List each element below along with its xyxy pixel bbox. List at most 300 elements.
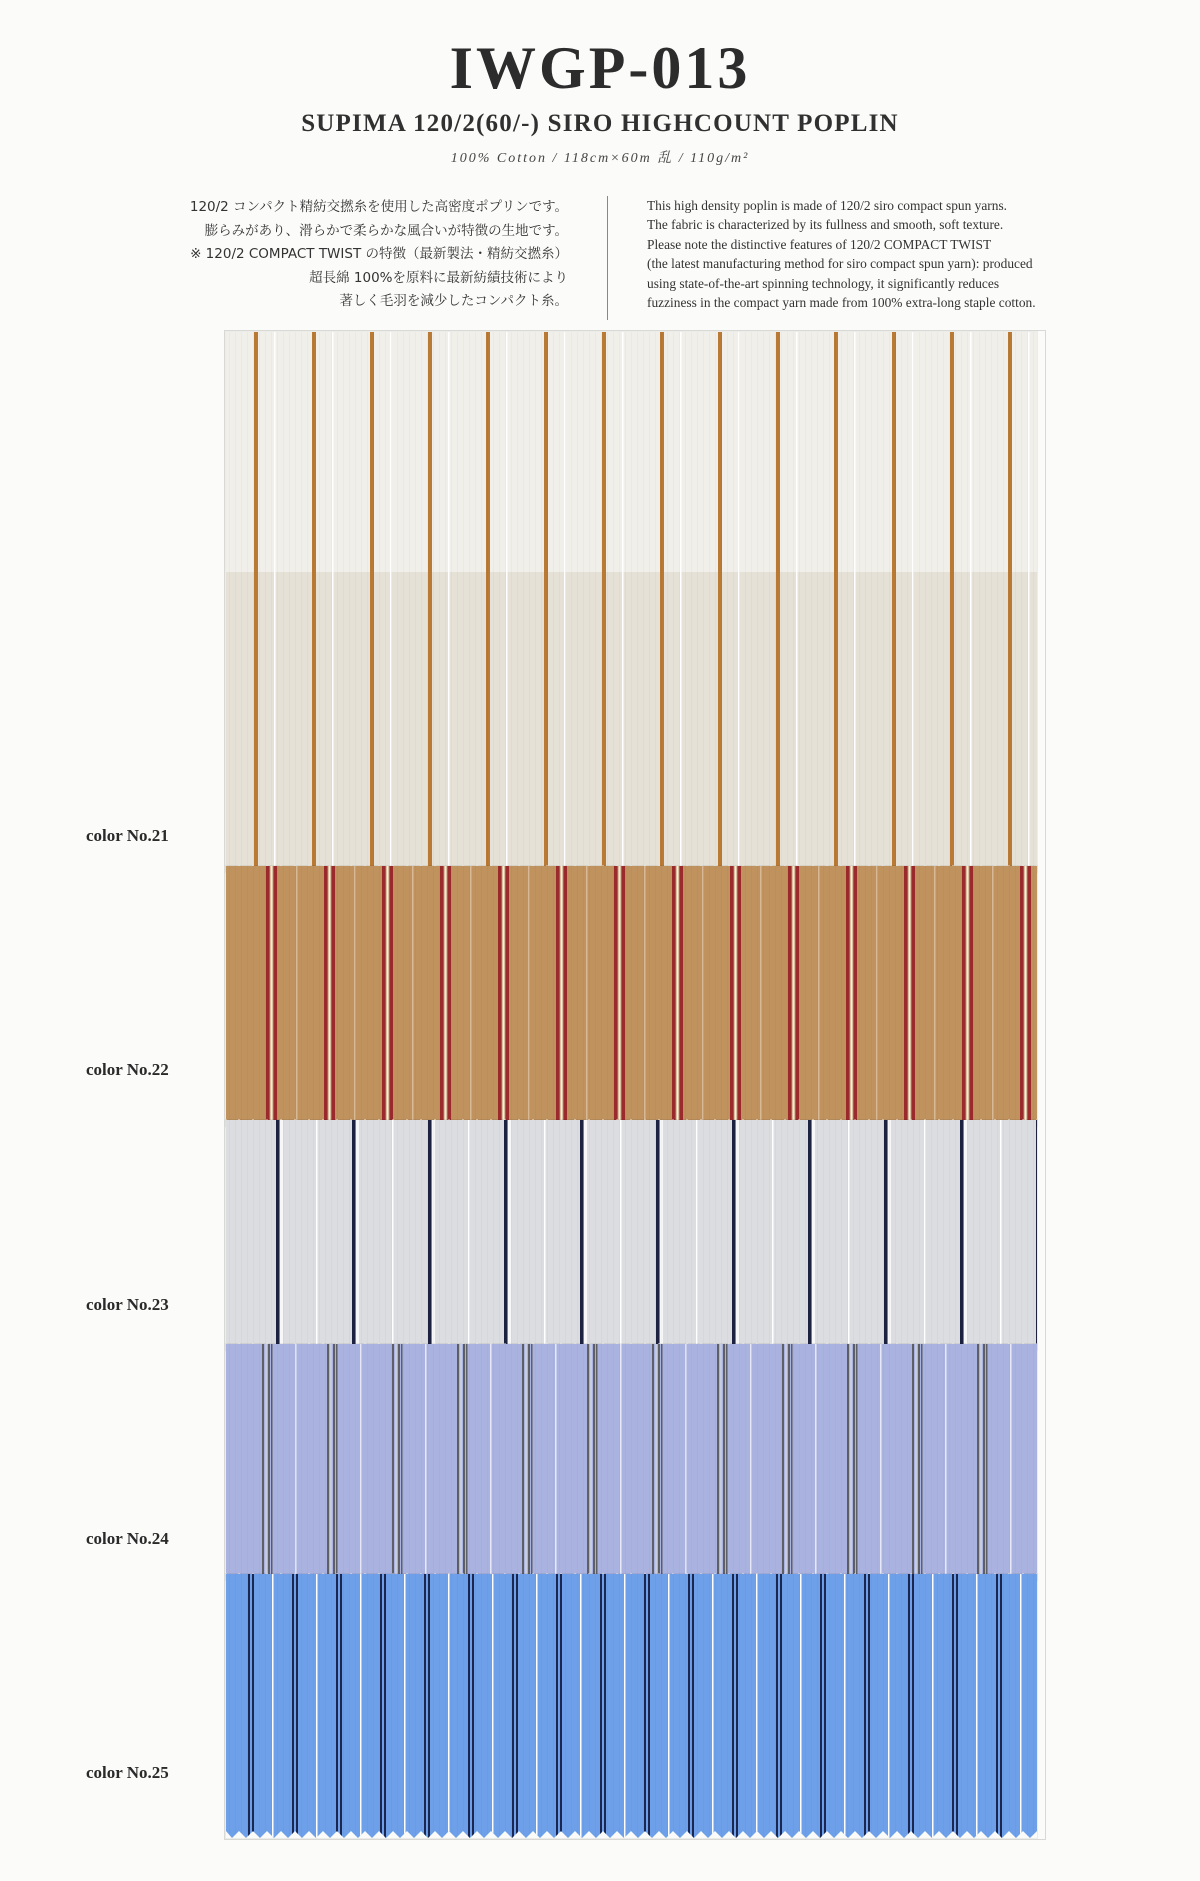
fabric-stripe bbox=[688, 1574, 690, 1838]
fabric-stripe bbox=[470, 866, 472, 1126]
fabric-stripe bbox=[851, 866, 853, 1126]
fabric-stripe bbox=[580, 1574, 582, 1838]
weave-texture bbox=[229, 1574, 230, 1838]
weave-texture bbox=[709, 866, 710, 1126]
weave-texture bbox=[979, 332, 980, 872]
weave-texture bbox=[1015, 1344, 1016, 1580]
weave-texture bbox=[487, 1574, 488, 1838]
fabric-stripe bbox=[692, 1574, 694, 1838]
fabric-stripe bbox=[680, 866, 684, 1126]
weave-texture bbox=[751, 1344, 752, 1580]
weave-texture bbox=[499, 1344, 500, 1580]
fabric-stripe bbox=[812, 1120, 815, 1350]
weave-texture bbox=[475, 1574, 476, 1838]
weave-texture bbox=[937, 866, 938, 1126]
weave-texture bbox=[277, 866, 278, 1126]
fabric-swatch-25[interactable] bbox=[226, 1574, 1037, 1838]
fabric-pattern bbox=[226, 1120, 1037, 1350]
weave-texture bbox=[823, 1344, 824, 1580]
weave-texture bbox=[781, 1120, 782, 1350]
fabric-stripe bbox=[556, 1574, 558, 1838]
weave-texture bbox=[571, 332, 572, 872]
weave-texture bbox=[391, 332, 392, 872]
weave-texture bbox=[847, 1344, 848, 1580]
weave-texture bbox=[307, 1120, 308, 1350]
weave-texture bbox=[325, 332, 326, 872]
weave-texture bbox=[859, 1574, 860, 1838]
weave-texture bbox=[829, 1344, 830, 1580]
weave-texture bbox=[373, 332, 374, 872]
weave-texture bbox=[931, 1574, 932, 1838]
weave-texture bbox=[517, 1120, 518, 1350]
weave-texture bbox=[583, 1120, 584, 1350]
weave-texture bbox=[397, 1574, 398, 1838]
weave-texture bbox=[841, 1574, 842, 1838]
weave-texture bbox=[961, 332, 962, 872]
fabric-stripe bbox=[440, 866, 444, 1126]
weave-texture bbox=[541, 866, 542, 1126]
weave-texture bbox=[487, 332, 488, 872]
fabric-stripe bbox=[460, 1344, 462, 1580]
fabric-stripe bbox=[680, 332, 682, 872]
weave-texture bbox=[421, 1344, 422, 1580]
weave-texture bbox=[835, 332, 836, 872]
weave-texture bbox=[883, 1574, 884, 1838]
weave-texture bbox=[949, 1574, 950, 1838]
page-title: IWGP-013 bbox=[449, 35, 751, 101]
weave-texture bbox=[727, 1344, 728, 1580]
weave-texture bbox=[631, 1574, 632, 1838]
weave-texture bbox=[313, 866, 314, 1126]
weave-texture bbox=[637, 1120, 638, 1350]
weave-texture bbox=[295, 1120, 296, 1350]
weave-texture bbox=[277, 332, 278, 872]
fabric-stripe bbox=[262, 1344, 264, 1580]
weave-texture bbox=[319, 1120, 320, 1350]
fabric-stripe bbox=[329, 866, 331, 1126]
weave-texture bbox=[511, 1120, 512, 1350]
weave-texture bbox=[445, 866, 446, 1126]
weave-texture bbox=[559, 1344, 560, 1580]
fabric-stripe bbox=[977, 1344, 979, 1580]
weave-texture bbox=[601, 1120, 602, 1350]
weave-texture bbox=[271, 332, 272, 872]
weave-texture bbox=[313, 1120, 314, 1350]
weave-texture bbox=[523, 1120, 524, 1350]
fabric-stripe bbox=[274, 332, 276, 872]
weave-texture bbox=[745, 1344, 746, 1580]
weave-texture bbox=[673, 1574, 674, 1838]
weave-texture bbox=[787, 1574, 788, 1838]
weave-texture bbox=[523, 1574, 524, 1838]
weave-texture bbox=[643, 1344, 644, 1580]
weave-texture bbox=[709, 1120, 710, 1350]
weave-texture bbox=[511, 866, 512, 1126]
weave-texture bbox=[337, 1344, 338, 1580]
fabric-stripe bbox=[448, 1574, 450, 1838]
weave-texture bbox=[703, 1574, 704, 1838]
fabric-stripe bbox=[332, 332, 334, 872]
weave-texture bbox=[793, 1120, 794, 1350]
weave-texture bbox=[445, 332, 446, 872]
weave-texture bbox=[271, 866, 272, 1126]
fabric-stripe bbox=[296, 1574, 298, 1838]
weave-texture bbox=[463, 1574, 464, 1838]
weave-texture bbox=[253, 1120, 254, 1350]
weave-texture bbox=[805, 1574, 806, 1838]
fabric-stripe bbox=[296, 866, 298, 1126]
weave-texture bbox=[691, 1120, 692, 1350]
weave-texture bbox=[247, 332, 248, 872]
weave-texture bbox=[733, 332, 734, 872]
weave-texture bbox=[835, 1574, 836, 1838]
weave-texture bbox=[685, 1344, 686, 1580]
weave-texture bbox=[307, 866, 308, 1126]
weave-texture bbox=[385, 866, 386, 1126]
swatch-label-22: color No.22 bbox=[86, 1060, 169, 1079]
weave-texture bbox=[871, 1344, 872, 1580]
fabric-stripe bbox=[382, 866, 386, 1126]
weave-texture bbox=[787, 1344, 788, 1580]
weave-texture bbox=[739, 332, 740, 872]
fabric-stripe bbox=[992, 866, 994, 1126]
weave-texture bbox=[967, 332, 968, 872]
weave-texture bbox=[421, 1574, 422, 1838]
weave-texture bbox=[613, 332, 614, 872]
fabric-stripe bbox=[915, 1344, 917, 1580]
fabric-stripe bbox=[380, 1574, 382, 1838]
weave-texture bbox=[319, 1344, 320, 1580]
weave-texture bbox=[289, 1574, 290, 1838]
weave-texture bbox=[577, 1344, 578, 1580]
weave-texture bbox=[769, 1574, 770, 1838]
weave-texture bbox=[721, 332, 722, 872]
weave-texture bbox=[589, 866, 590, 1126]
weave-texture bbox=[229, 1120, 230, 1350]
weave-texture bbox=[541, 1344, 542, 1580]
description-en-line: using state-of-the-art spinning technology, it significantly reduces bbox=[647, 275, 1000, 291]
weave-texture bbox=[913, 1574, 914, 1838]
weave-texture bbox=[595, 1120, 596, 1350]
weave-texture bbox=[931, 1120, 932, 1350]
weave-texture bbox=[499, 1574, 500, 1838]
weave-texture bbox=[703, 1344, 704, 1580]
weave-texture bbox=[721, 1120, 722, 1350]
weave-texture bbox=[799, 1120, 800, 1350]
weave-texture bbox=[1033, 1120, 1034, 1350]
weave-texture bbox=[715, 1120, 716, 1350]
weave-texture bbox=[607, 866, 608, 1126]
weave-texture bbox=[709, 332, 710, 872]
weave-texture bbox=[409, 1574, 410, 1838]
weave-texture bbox=[733, 1120, 734, 1350]
weave-texture bbox=[325, 866, 326, 1126]
weave-texture bbox=[499, 332, 500, 872]
fabric-stripe bbox=[986, 1344, 988, 1580]
weave-texture bbox=[391, 866, 392, 1126]
weave-texture bbox=[709, 1574, 710, 1838]
weave-texture bbox=[541, 1120, 542, 1350]
weave-texture bbox=[769, 1344, 770, 1580]
weave-texture bbox=[529, 866, 530, 1126]
weave-texture bbox=[343, 332, 344, 872]
weave-texture bbox=[481, 332, 482, 872]
weave-texture bbox=[283, 866, 284, 1126]
weave-texture bbox=[553, 1574, 554, 1838]
weave-texture bbox=[715, 332, 716, 872]
weave-texture bbox=[799, 866, 800, 1126]
weave-texture bbox=[703, 866, 704, 1126]
weave-texture bbox=[451, 1574, 452, 1838]
fabric-stripe bbox=[620, 1120, 622, 1350]
fabric-stripe bbox=[560, 1574, 562, 1838]
weave-texture bbox=[265, 332, 266, 872]
weave-texture bbox=[817, 1344, 818, 1580]
weave-texture bbox=[325, 1574, 326, 1838]
description-en-line: fuzziness in the compact yarn made from 100% extra-long staple cotton. bbox=[647, 295, 1036, 311]
weave-texture bbox=[337, 332, 338, 872]
weave-texture bbox=[337, 1574, 338, 1838]
weave-texture bbox=[559, 866, 560, 1126]
weave-texture bbox=[751, 866, 752, 1126]
fabric-stripe bbox=[656, 1120, 660, 1350]
weave-texture bbox=[517, 1574, 518, 1838]
weave-texture bbox=[895, 332, 896, 872]
weave-texture bbox=[1033, 332, 1034, 872]
weave-texture bbox=[883, 1120, 884, 1350]
weave-texture bbox=[571, 1344, 572, 1580]
weave-texture bbox=[727, 1574, 728, 1838]
weave-texture bbox=[715, 866, 716, 1126]
fabric-stripe bbox=[945, 1344, 947, 1580]
weave-texture bbox=[793, 866, 794, 1126]
weave-texture bbox=[793, 332, 794, 872]
fabric-stripe bbox=[970, 866, 974, 1126]
weave-texture bbox=[727, 1120, 728, 1350]
weave-texture bbox=[265, 866, 266, 1126]
weave-texture bbox=[925, 1574, 926, 1838]
weave-texture bbox=[379, 1344, 380, 1580]
weave-texture bbox=[385, 1344, 386, 1580]
fabric-stripe bbox=[735, 866, 737, 1126]
weave-texture bbox=[919, 866, 920, 1126]
weave-texture bbox=[1027, 866, 1028, 1126]
weave-texture bbox=[565, 866, 566, 1126]
fabric-swatch-24[interactable] bbox=[226, 1344, 1037, 1580]
weave-texture bbox=[475, 866, 476, 1126]
fabric-swatch-23[interactable] bbox=[226, 1120, 1037, 1350]
weave-texture bbox=[745, 332, 746, 872]
weave-texture bbox=[835, 1120, 836, 1350]
weave-texture bbox=[697, 332, 698, 872]
weave-texture bbox=[235, 332, 236, 872]
weave-texture bbox=[301, 332, 302, 872]
weave-texture bbox=[649, 866, 650, 1126]
fabric-stripe bbox=[536, 1574, 538, 1838]
weave-texture bbox=[967, 866, 968, 1126]
weave-texture bbox=[619, 1574, 620, 1838]
weave-texture bbox=[343, 1344, 344, 1580]
fabric-stripe bbox=[602, 332, 606, 872]
weave-texture bbox=[463, 332, 464, 872]
weave-texture bbox=[319, 866, 320, 1126]
weave-texture bbox=[295, 1344, 296, 1580]
weave-texture bbox=[607, 1574, 608, 1838]
weave-texture bbox=[271, 1120, 272, 1350]
weave-texture bbox=[937, 1574, 938, 1838]
weave-texture bbox=[655, 332, 656, 872]
fabric-stripe bbox=[356, 1120, 359, 1350]
weave-texture bbox=[679, 1120, 680, 1350]
weave-texture bbox=[427, 332, 428, 872]
weave-texture bbox=[937, 1120, 938, 1350]
weave-texture bbox=[535, 1120, 536, 1350]
weave-texture bbox=[247, 1574, 248, 1838]
weave-texture bbox=[379, 1120, 380, 1350]
weave-texture bbox=[871, 332, 872, 872]
weave-texture bbox=[355, 1344, 356, 1580]
weave-texture bbox=[457, 332, 458, 872]
weave-texture bbox=[871, 1120, 872, 1350]
weave-texture bbox=[913, 332, 914, 872]
fabric-stripe bbox=[604, 1574, 606, 1838]
weave-texture bbox=[613, 866, 614, 1126]
weave-texture bbox=[523, 332, 524, 872]
weave-texture bbox=[529, 332, 530, 872]
weave-texture bbox=[697, 1120, 698, 1350]
fabric-stripe bbox=[274, 866, 278, 1126]
fabric-stripe bbox=[1000, 1574, 1002, 1838]
fabric-stripe bbox=[712, 1574, 714, 1838]
weave-texture bbox=[601, 1574, 602, 1838]
weave-texture bbox=[289, 332, 290, 872]
weave-texture bbox=[751, 1574, 752, 1838]
weave-texture bbox=[559, 1574, 560, 1838]
weave-texture bbox=[919, 1120, 920, 1350]
weave-texture bbox=[823, 866, 824, 1126]
weave-texture bbox=[367, 1120, 368, 1350]
weave-texture bbox=[781, 1344, 782, 1580]
fabric-stripe bbox=[272, 1574, 274, 1838]
fabric-stripe bbox=[590, 1344, 592, 1580]
weave-texture bbox=[847, 332, 848, 872]
weave-texture bbox=[601, 866, 602, 1126]
fabric-swatch-21[interactable] bbox=[226, 332, 1037, 872]
weave-texture bbox=[361, 1120, 362, 1350]
weave-texture bbox=[961, 1344, 962, 1580]
weave-texture bbox=[817, 1574, 818, 1838]
fabric-stripe bbox=[448, 332, 450, 872]
weave-texture bbox=[985, 332, 986, 872]
weave-texture bbox=[403, 332, 404, 872]
weave-texture bbox=[901, 1574, 902, 1838]
weave-texture bbox=[523, 1344, 524, 1580]
weave-texture bbox=[871, 1574, 872, 1838]
weave-texture bbox=[643, 866, 644, 1126]
weave-texture bbox=[739, 1120, 740, 1350]
weave-texture bbox=[421, 332, 422, 872]
weave-texture bbox=[787, 332, 788, 872]
weave-texture bbox=[625, 1574, 626, 1838]
weave-texture bbox=[433, 332, 434, 872]
fabric-stripe bbox=[970, 332, 972, 872]
weave-texture bbox=[313, 332, 314, 872]
fabric-swatch-22[interactable] bbox=[226, 866, 1037, 1126]
weave-texture bbox=[883, 1344, 884, 1580]
weave-texture bbox=[235, 866, 236, 1126]
fabric-pattern bbox=[226, 1344, 1037, 1580]
fabric-stripe bbox=[950, 332, 954, 872]
fabric-stripe bbox=[1028, 332, 1030, 872]
weave-texture bbox=[811, 866, 812, 1126]
weave-texture bbox=[391, 1120, 392, 1350]
weave-texture bbox=[229, 332, 230, 872]
weave-texture bbox=[715, 1574, 716, 1838]
weave-texture bbox=[943, 866, 944, 1126]
weave-texture bbox=[985, 1574, 986, 1838]
fabric-stripe bbox=[387, 866, 389, 1126]
fabric-stripe bbox=[921, 1344, 923, 1580]
fabric-stripe bbox=[820, 1574, 822, 1838]
weave-texture bbox=[547, 332, 548, 872]
weave-texture bbox=[229, 1344, 230, 1580]
weave-texture bbox=[907, 1344, 908, 1580]
weave-texture bbox=[601, 332, 602, 872]
weave-texture bbox=[907, 1120, 908, 1350]
fabric-stripe bbox=[401, 1344, 403, 1580]
weave-texture bbox=[529, 1344, 530, 1580]
weave-texture bbox=[757, 332, 758, 872]
fabric-stripe bbox=[254, 332, 258, 872]
weave-texture bbox=[337, 1120, 338, 1350]
weave-texture bbox=[655, 1574, 656, 1838]
weave-texture bbox=[853, 1120, 854, 1350]
weave-texture bbox=[961, 1574, 962, 1838]
weave-texture bbox=[433, 1120, 434, 1350]
weave-texture bbox=[235, 1344, 236, 1580]
weave-texture bbox=[337, 866, 338, 1126]
weave-texture bbox=[955, 332, 956, 872]
weave-texture bbox=[409, 1344, 410, 1580]
weave-texture bbox=[349, 866, 350, 1126]
weave-texture bbox=[469, 332, 470, 872]
weave-texture bbox=[595, 332, 596, 872]
weave-texture bbox=[721, 1574, 722, 1838]
weave-texture bbox=[523, 866, 524, 1126]
weave-texture bbox=[853, 1344, 854, 1580]
weave-texture bbox=[547, 1344, 548, 1580]
weave-texture bbox=[241, 866, 242, 1126]
weave-texture bbox=[499, 1120, 500, 1350]
weave-texture bbox=[553, 332, 554, 872]
swatch-label-23: color No.23 bbox=[86, 1295, 169, 1314]
weave-texture bbox=[553, 866, 554, 1126]
weave-texture bbox=[259, 1344, 260, 1580]
fabric-stripe bbox=[352, 1120, 356, 1350]
weave-texture bbox=[559, 1120, 560, 1350]
weave-texture bbox=[889, 866, 890, 1126]
weave-texture bbox=[847, 1120, 848, 1350]
weave-texture bbox=[379, 1574, 380, 1838]
fabric-stripe bbox=[333, 1344, 335, 1580]
description-japanese bbox=[60, 196, 568, 314]
weave-texture bbox=[1015, 332, 1016, 872]
fabric-stripe bbox=[392, 1120, 394, 1350]
fabric-stripe bbox=[327, 1344, 329, 1580]
weave-texture bbox=[433, 1344, 434, 1580]
weave-texture bbox=[361, 1344, 362, 1580]
weave-texture bbox=[505, 1574, 506, 1838]
